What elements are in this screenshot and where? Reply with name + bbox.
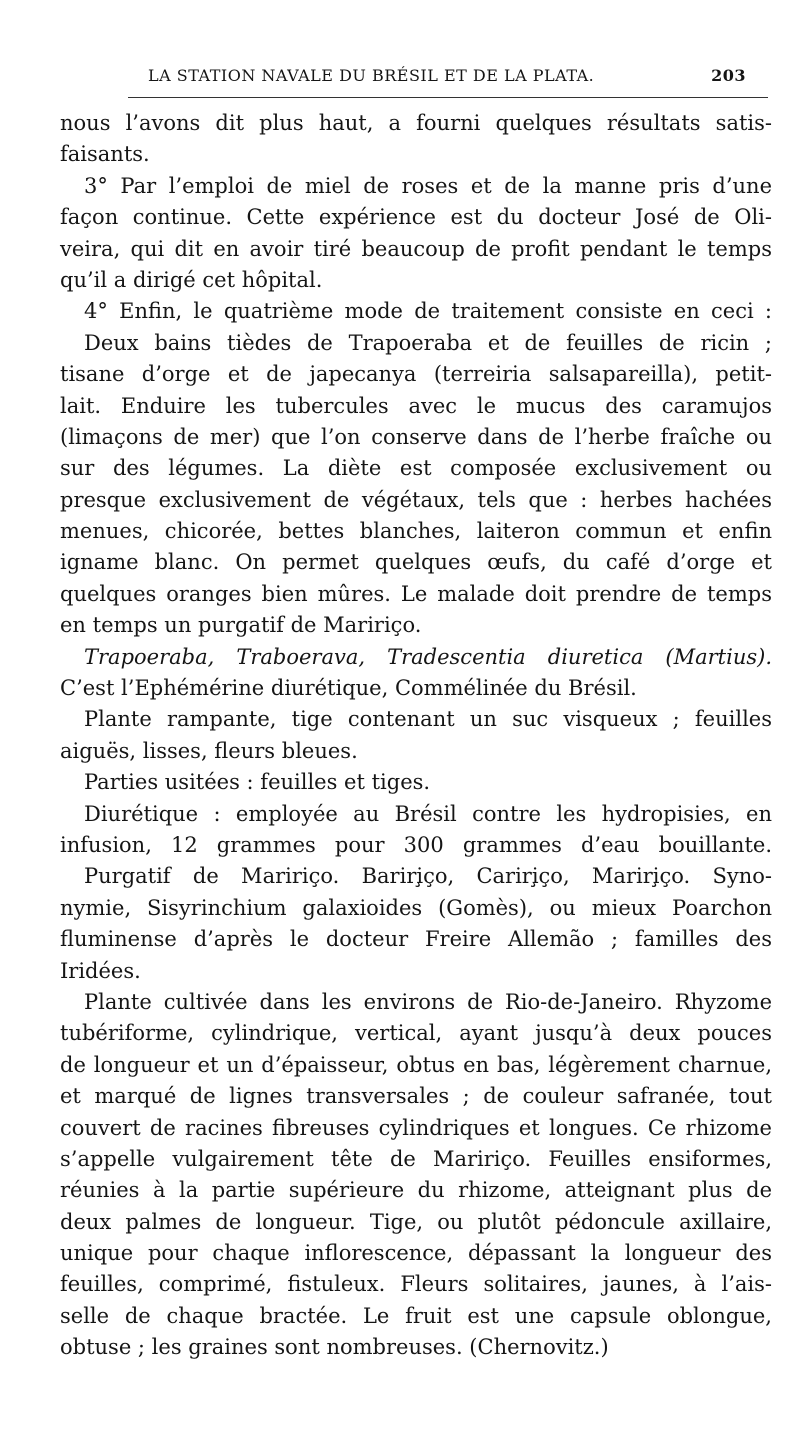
- text-line: obtuse ; les graines sont nombreuses. (Chernovitz.): [60, 1335, 609, 1360]
- text-line: unique pour chaque inflorescence, dépassant la longueur des: [60, 1241, 772, 1266]
- text-line: Parties usitées : feuilles et tiges.: [84, 770, 431, 795]
- text-line: nymie, Sisyrinchium galaxioides (Gomès), ou mieux Poarchon: [60, 895, 772, 920]
- text-line: nous l’avons dit plus haut, a fourni quelques résultats satis-: [60, 111, 772, 135]
- body-text: [60, 108, 772, 1364]
- text-line: tisane d’orge et de japecanya (terreiria salsapareilla), petit-: [60, 362, 772, 387]
- text-line: Plante rampante, tige contenant un suc visqueux ; feuilles: [84, 707, 772, 732]
- text-line: deux palmes de longueur. Tige, ou plutôt pédoncule axillaire,: [60, 1209, 772, 1234]
- text-line: igname blanc. On permet quelques œufs, du café d’orge et: [60, 550, 772, 575]
- text-line: et marqué de lignes transversales ; de couleur safranée, tout: [60, 1084, 772, 1109]
- text-line: façon continue. Cette expérience est du docteur José de Oli-: [60, 205, 772, 230]
- text-line: C’est l’Ephémérine diurétique, Commélinée du Brésil.: [60, 676, 637, 701]
- text-line: tubériforme, cylindrique, vertical, ayant jusqu’à deux pouces: [60, 1021, 772, 1046]
- text-line: Diurétique : employée au Brésil contre les hydropisies, en: [84, 801, 772, 826]
- text-line: aiguës, lisses, fleurs bleues.: [60, 738, 358, 763]
- text-line: presque exclusivement de végétaux, tels que : herbes hachées: [60, 487, 772, 512]
- running-title: LA STATION NAVALE DU BRÉSIL ET DE LA PLATA.: [148, 66, 595, 85]
- text-line: de longueur et un d’épaisseur, obtus en bas, légèrement charnue,: [60, 1052, 772, 1077]
- text-line: sur des légumes. La diète est composée exclusivement ou: [60, 456, 772, 481]
- text-line: feuilles, comprimé, fistuleux. Fleurs solitaires, jaunes, à l’ais-: [60, 1272, 772, 1297]
- text-line: Trapoeraba, Traboerava, Tradescentia diuretica (Martius).: [84, 644, 772, 669]
- text-line: (limaçons de mer) que l’on conserve dans de l’herbe fraîche ou: [60, 424, 772, 449]
- text-line: 4° Enfin, le quatrième mode de traitement consiste en ceci :: [84, 299, 772, 324]
- text-line: selle de chaque bractée. Le fruit est une capsule oblongue,: [60, 1303, 772, 1328]
- text-line: qu’il a dirigé cet hôpital.: [60, 267, 323, 292]
- header-rule: [128, 97, 768, 98]
- text-line: 3° Par l’emploi de miel de roses et de la manne pris d’une: [84, 173, 772, 198]
- text-line: veira, qui dit en avoir tiré beaucoup de profit pendant le temps: [60, 236, 772, 261]
- text-line: Plante cultivée dans les environs de Rio-de-Janeiro. Rhyzome: [84, 989, 772, 1014]
- text-line: [60, 642, 772, 673]
- text-line: Purgatif de Maririço. Bariri̧ço, Cariri̧ço, Mariri̧ço. Syno-: [84, 864, 772, 889]
- text-line: réunies à la partie supérieure du rhizome, atteignant plus de: [60, 1178, 772, 1203]
- text-line: fluminense d’après le docteur Freire Allemão ; familles des: [60, 927, 772, 952]
- text-line: infusion, 12 grammes pour 300 grammes d’eau bouillante.: [60, 832, 772, 857]
- text-line: lait. Enduire les tubercules avec le mucus des caramujos: [60, 393, 772, 418]
- text-line: Iridées.: [60, 958, 141, 983]
- text-line: couvert de racines fibreuses cylindriques et longues. Ce rhizome: [60, 1115, 772, 1140]
- text-line: faisants.: [60, 142, 150, 167]
- text-line: en temps un purgatif de Maririço.: [60, 613, 422, 638]
- text-line: quelques oranges bien mûres. Le malade doit prendre de temps: [60, 581, 772, 606]
- text-line: s’appelle vulgairement tête de Maririço. Feuilles ensiformes,: [60, 1146, 772, 1171]
- text-line: Deux bains tièdes de Trapoeraba et de feuilles de ricin ;: [84, 330, 772, 355]
- page-number: 203: [711, 66, 746, 85]
- text-line: menues, chicorée, bettes blanches, laiteron commun et enfin: [60, 519, 772, 544]
